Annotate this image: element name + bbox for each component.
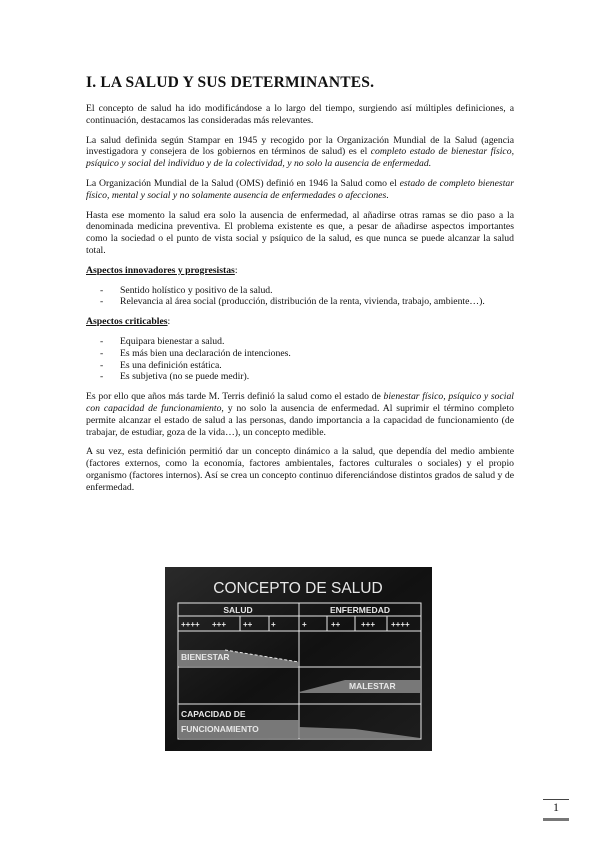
paragraph-terris bbox=[86, 391, 514, 438]
label-bienestar: BIENESTAR bbox=[181, 652, 230, 662]
label-malestar: MALESTAR bbox=[349, 681, 396, 691]
paragraph-medicina-preventiva: Hasta ese momento la salud era solo la ausencia de enfermedad, al añadirse otras ramas se dio paso a la denominada medicina preventiva. El problema existente es que, a pesar de añadirse aspectos importantes como la sociedad o el punto de vista social y psíquico de la salud, es que nunca se puede alcanzar la salud total. bbox=[86, 209, 514, 256]
list-item: - Es subjetiva (no se puede medir). bbox=[100, 371, 514, 383]
scale-label: ++++ bbox=[181, 620, 200, 629]
document-body bbox=[86, 74, 514, 502]
figure-title: CONCEPTO DE SALUD bbox=[213, 580, 383, 597]
criticables-heading-line bbox=[86, 316, 514, 328]
paragraph-stampar-text: La salud definida según Stampar en 1945 y recogido por la Organización Mundial de la Salud (agencia investigadora y consejera de los gobiernos en términos de salud) es el bbox=[86, 134, 514, 158]
page-number: 1 bbox=[553, 800, 559, 814]
label-capacidad-1: CAPACIDAD DE bbox=[181, 709, 246, 719]
scale-label: ++ bbox=[243, 620, 253, 629]
paragraph-oms-end: . bbox=[386, 189, 389, 201]
paragraph-stampar-emphasis: completo estado de bienestar físico, psíquico y social del individuo y de la colectividad, y no solo la ausencia de enfermedad. bbox=[86, 146, 514, 170]
innovadores-heading-line bbox=[86, 265, 514, 277]
list-item: - Relevancia al área social (producción, distribución de la renta, vivienda, trabajo, ambiente…). bbox=[100, 296, 514, 308]
criticables-colon: : bbox=[167, 316, 171, 328]
paragraph-intro: El concepto de salud ha ido modificándose a lo largo del tiempo, surgiendo así múltiples definiciones, a continuación, destacamos las consideradas más relevantes. bbox=[86, 103, 514, 126]
innovadores-heading: Aspectos innovadores y progresistas bbox=[86, 264, 235, 276]
paragraph-oms-emphasis: estado de completo bienestar físico, mental y social y no solamente ausencia de enfermedades o afecciones bbox=[86, 177, 515, 201]
paragraph-oms-text: La Organización Mundial de la Salud (OMS) definió en 1946 la Salud como el bbox=[86, 177, 400, 189]
scale-label: +++ bbox=[361, 620, 376, 629]
paragraph-concepto-dinamico: A su vez, esta definición permitió dar un concepto dinámico a la salud, que dependía del medio ambiente (factores externos, como la economía, factores ambientales, factores culturales o sociales) y el propio organismo (factores internos). Así se crea un concepto continuo diferenciándose distintos grados de salud y de enfermedad. bbox=[86, 446, 514, 493]
paragraph-terris-end: , y no solo la ausencia de enfermedad. Al suprimir el término completo permite alcanzar el estado de salud a las personas, dando importancia a la capacidad de funcionamiento (de trabajar, de estudiar, goza de la vida…), un concepto medible. bbox=[86, 402, 514, 438]
page-number-rule-bottom bbox=[543, 818, 569, 821]
innovadores-colon: : bbox=[234, 264, 238, 276]
criticables-heading: Aspectos criticables bbox=[86, 316, 168, 328]
paragraph-oms bbox=[86, 178, 514, 202]
list-item: - Es más bien una declaración de intenciones. bbox=[100, 348, 514, 360]
section-heading: I. LA SALUD Y SUS DETERMINANTES. bbox=[86, 74, 375, 91]
scale-label: + bbox=[271, 620, 276, 629]
scale-label: ++ bbox=[331, 620, 341, 629]
list-item: - Es una definición estática. bbox=[100, 360, 514, 372]
scale-label: ++++ bbox=[391, 620, 410, 629]
column-salud: SALUD bbox=[223, 605, 253, 615]
paragraph-stampar bbox=[86, 135, 514, 170]
scale-label: + bbox=[302, 620, 307, 629]
concepto-salud-figure bbox=[165, 567, 432, 751]
scale-label: +++ bbox=[212, 620, 227, 629]
chalkboard-diagram bbox=[165, 567, 432, 751]
list-item: - Sentido holístico y positivo de la salud. bbox=[100, 285, 514, 297]
paragraph-terris-text: Es por ello que años más tarde M. Terris definió la salud como el estado de bbox=[86, 391, 384, 403]
paragraph-terris-emphasis: bienestar físico, psíquico y social con capacidad de funcionamiento bbox=[86, 391, 514, 414]
column-enfermedad: ENFERMEDAD bbox=[330, 605, 390, 615]
label-capacidad-2: FUNCIONAMIENTO bbox=[181, 724, 259, 734]
innovadores-list bbox=[86, 285, 514, 309]
list-item: - Equipara bienestar a salud. bbox=[100, 336, 514, 348]
criticables-list bbox=[86, 336, 514, 383]
